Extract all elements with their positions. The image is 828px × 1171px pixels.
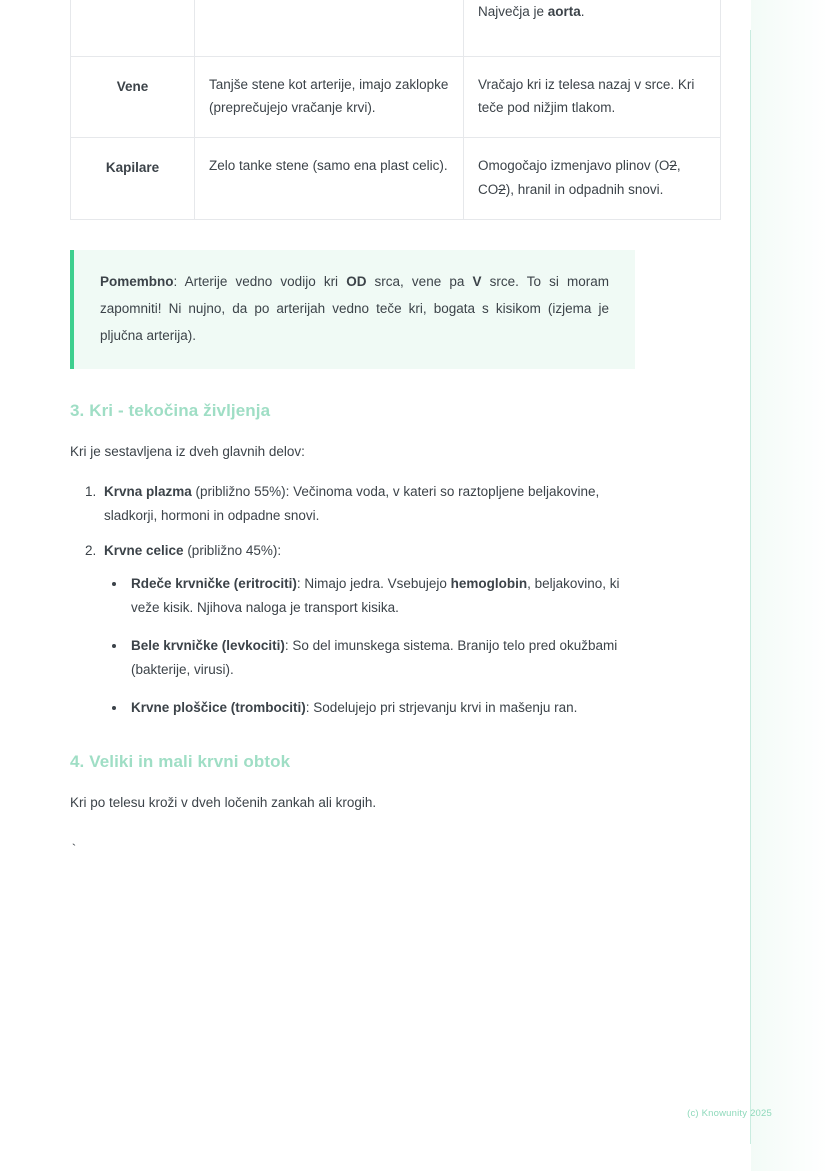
subscript-two: 2	[669, 158, 677, 174]
section-heading-4: 4. Veliki in mali krvni obtok	[70, 751, 291, 771]
table-row	[71, 138, 721, 219]
blood-vessels-table	[70, 0, 721, 220]
list-item	[100, 539, 635, 720]
text-bold: OD	[346, 273, 367, 289]
subscript-two: 2	[498, 181, 506, 197]
text-bold: Rdeče krvničke (eritrociti)	[131, 575, 297, 591]
cell-structure: Zelo tanke stene (samo ena plast celic).	[195, 138, 464, 219]
list-item	[100, 480, 635, 528]
text-bold: hemoglobin	[450, 575, 528, 591]
text-fragment: , beljakovino, ki veže kisik. Njihova naloga je transport kisika.	[131, 575, 620, 615]
list-item	[127, 696, 635, 720]
text-fragment: Omogočajo izmenjavo plinov (O	[478, 158, 670, 174]
text-fragment: (približno 45%):	[183, 542, 282, 558]
document-content	[70, 0, 695, 858]
section3-intro: Kri je sestavljena iz dveh glavnih delov:	[70, 443, 305, 459]
text-fragment: (približno 55%): Večinoma voda, v kateri so raztopljene beljakovine, sladkorji, hormoni in odpadne snovi.	[104, 483, 600, 523]
footer-copyright: (c) Knowunity 2025	[687, 1108, 772, 1119]
cell-function	[464, 138, 721, 219]
cell-function	[464, 0, 721, 57]
text-bold: Bele krvničke (levkociti)	[131, 637, 285, 653]
text-fragment: , CO	[478, 158, 681, 197]
cell-function: Vračajo kri iz telesa nazaj v srce. Kri teče pod nižjim tlakom.	[464, 57, 721, 138]
text-fragment: .	[580, 4, 585, 19]
cell-structure: Tanjše stene kot arterije, imajo zaklopke (preprečujejo vračanje krvi).	[195, 57, 464, 138]
text-fragment: srca, vene pa	[366, 273, 473, 289]
text-bold: Krvne celice	[104, 542, 184, 558]
text-fragment: srce. To si moram zapomniti! Ni nujno, da po arterijah vedno teče kri, bogata s kisikom (izjema je pljučna arterija).	[100, 273, 609, 343]
text-fragment: ), hranil in odpadnih snovi.	[505, 181, 664, 197]
cell-name	[71, 0, 195, 57]
text-bold: Krvne ploščice (trombociti)	[131, 699, 306, 715]
text-fragment: : So del imunskega sistema. Branijo telo pred okužbami (bakterije, virusi).	[131, 637, 618, 677]
blood-cells-sublist	[104, 572, 635, 720]
page-edge-gradient	[751, 0, 828, 1171]
cell-name: Vene	[71, 57, 195, 138]
list-item	[127, 572, 635, 620]
text-fragment: : Arterije vedno vodijo kri	[173, 273, 347, 289]
text-fragment: : Nimajo jedra. Vsebujejo	[296, 575, 451, 591]
cell-structure	[195, 0, 464, 57]
cell-name: Kapilare	[71, 138, 195, 219]
table-row	[71, 57, 721, 138]
callout-label: Pomembno	[100, 273, 174, 289]
table-row	[71, 0, 721, 57]
important-callout	[70, 250, 635, 369]
section-heading-3: 3. Kri - tekočina življenja	[70, 400, 271, 420]
text-bold: aorta	[547, 4, 581, 19]
stray-character: `	[70, 842, 78, 858]
blood-components-list	[70, 480, 635, 720]
text-bold: Krvna plazma	[104, 483, 192, 499]
text-bold: V	[472, 273, 482, 289]
text-fragment: : Sodelujejo pri strjevanju krvi in mašenju ran.	[305, 699, 578, 715]
text-fragment: Največja je	[478, 4, 548, 19]
section4-intro: Kri po telesu kroži v dveh ločenih zankah ali krogih.	[70, 794, 377, 810]
list-item	[127, 634, 635, 682]
